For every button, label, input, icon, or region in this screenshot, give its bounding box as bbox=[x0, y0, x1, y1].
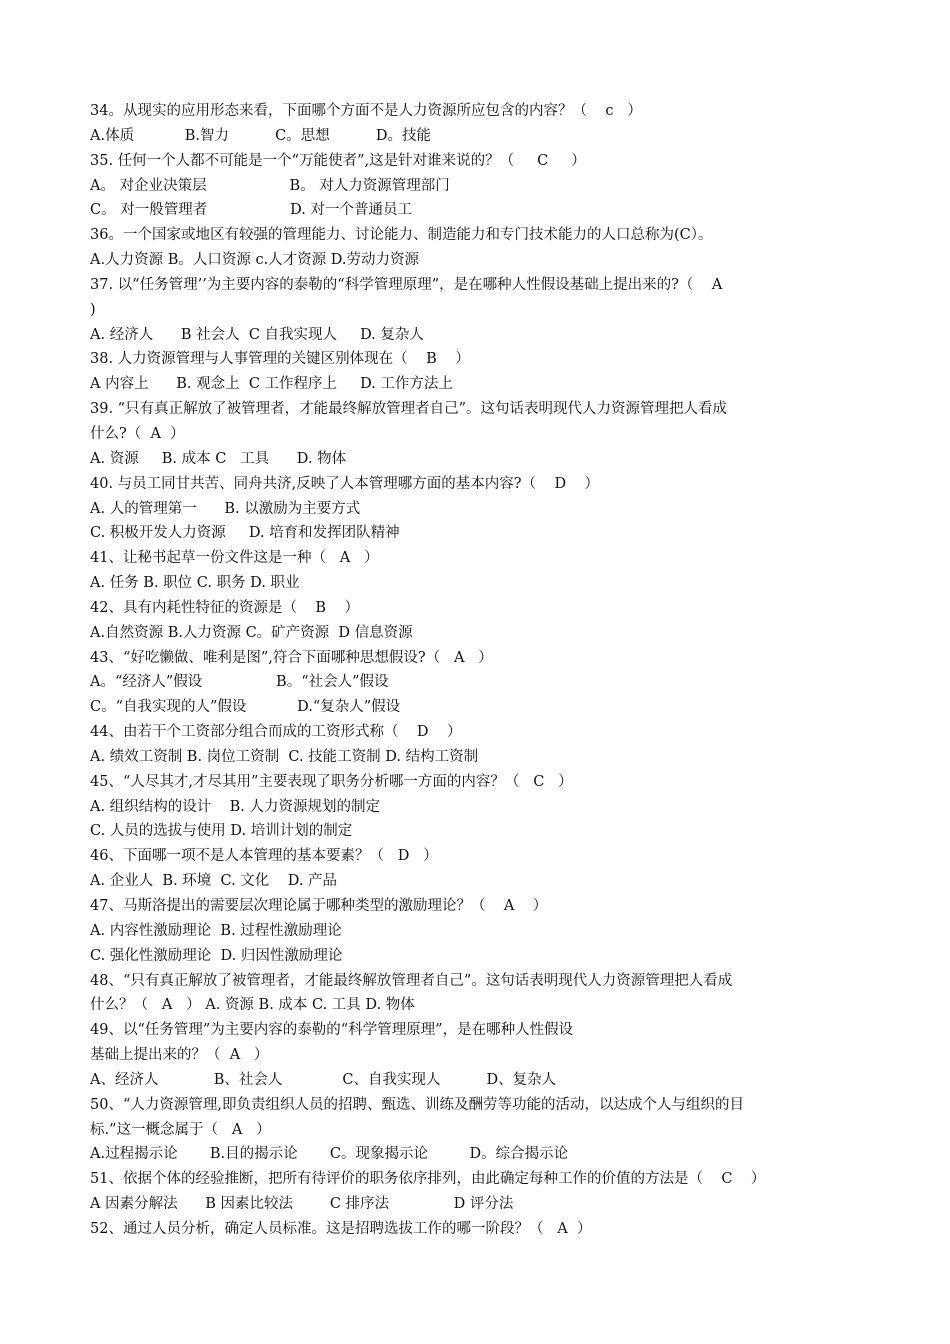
options-40-cd: C. 积极开发人力资源 D. 培育和发挥团队精神 bbox=[90, 525, 400, 542]
options-38: A 内容上 B. 观念上 C 工作程序上 D. 工作方法上 bbox=[90, 376, 453, 393]
question-49-cont: 基础上提出来的？（ A ） bbox=[90, 1047, 269, 1064]
question-39-cont: 什么?（ A ） bbox=[90, 425, 185, 442]
options-41: A. 任务 B. 职位 C. 职务 D. 职业 bbox=[90, 575, 300, 592]
options-45-cd: C. 人员的选拔与使用 D. 培训计划的制定 bbox=[90, 823, 353, 840]
question-43: 43、“好吃懒做、唯利是图”,符合下面哪种思想假设?（ A ） bbox=[90, 649, 493, 666]
question-47: 47、马斯洛提出的需要层次理论属于哪种类型的激励理论？（ A ） bbox=[90, 898, 548, 914]
options-35-cd: C。 对一般管理者 D. 对一个普通员工 bbox=[90, 202, 412, 219]
question-34: 34。从现实的应用形态来看，下面哪个方面不是人力资源所应包含的内容？（ c ） bbox=[90, 103, 642, 119]
options-39: A. 资源 B. 成本 C 工具 D. 物体 bbox=[90, 450, 347, 467]
question-35: 35. 任何一个人都不可能是一个“万能使者”,这是针对谁来说的？（ C ） bbox=[90, 152, 586, 169]
question-39: 39. “只有真正解放了被管理者，才能最终解放管理者自己”。这句话表明现代人力资源管理把人看成 bbox=[90, 401, 727, 418]
question-50: 50、“人力资源管理,即负责组织人员的招聘、甄选、训练及酬劳等功能的活动，以达成个人与组织的目 bbox=[90, 1096, 744, 1113]
question-37: 37. 以“任务管理’’为主要内容的泰勒的“科学管理原理”，是在哪种人性假设基础上提出来的?（ A bbox=[90, 276, 723, 293]
options-34: A.体质 B.智力 C。思想 D。技能 bbox=[90, 127, 431, 144]
options-51: A 因素分解法 B 因素比较法 C 排序法 D 评分法 bbox=[90, 1196, 514, 1213]
options-46: A. 企业人 B. 环境 C. 文化 D. 产品 bbox=[90, 873, 338, 890]
options-44: A. 绩效工资制 B. 岗位工资制 C. 技能工资制 D. 结构工资制 bbox=[90, 748, 479, 765]
question-42: 42、具有内耗性特征的资源是（ B ） bbox=[90, 599, 359, 616]
options-36: A.人力资源 B。人口资源 c.人才资源 D.劳动力资源 bbox=[90, 252, 420, 269]
options-49: A、经济人 B、社会人 C、自我实现人 D、复杂人 bbox=[90, 1071, 557, 1088]
question-44: 44、由若干个工资部分组合而成的工资形式称（ D ） bbox=[90, 724, 462, 741]
document-page bbox=[90, 99, 870, 1242]
question-37-cont: ) bbox=[90, 301, 96, 318]
options-45-ab: A. 组织结构的设计 B. 人力资源规划的制定 bbox=[90, 798, 380, 815]
question-46: 46、下面哪一项不是人本管理的基本要素？（ D ） bbox=[90, 848, 438, 865]
question-50-cont: 标.”这一概念属于（ A ） bbox=[90, 1121, 271, 1138]
options-47-cd: C. 强化性激励理论 D. 归因性激励理论 bbox=[90, 947, 343, 964]
question-40: 40. 与员工同甘共苦、同舟共济,反映了人本管理哪方面的基本内容?（ D ） bbox=[90, 475, 600, 492]
options-43-cd: C。“自我实现的人”假设 D.“复杂人”假设 bbox=[90, 699, 401, 716]
question-52: 52、通过人员分析，确定人员标准。这是招聘选拔工作的哪一阶段？（ A ） bbox=[90, 1220, 592, 1237]
question-41: 41、让秘书起草一份文件这是一种（ A ） bbox=[90, 550, 379, 567]
options-35-ab: A。 对企业决策层 B。 对人力资源管理部门 bbox=[90, 177, 450, 194]
options-50: A.过程揭示论 B.目的揭示论 C。现象揭示论 D。综合揭示论 bbox=[90, 1146, 569, 1163]
options-47-ab: A. 内容性激励理论 B. 过程性激励理论 bbox=[90, 922, 342, 939]
options-40-ab: A. 人的管理第一 B. 以激励为主要方式 bbox=[90, 500, 361, 517]
question-38: 38. 人力资源管理与人事管理的关键区别体现在（ B ） bbox=[90, 351, 470, 368]
question-36: 36。一个国家或地区有较强的管理能力、讨论能力、制造能力和专门技术能力的人口总称为(C）。 bbox=[90, 227, 713, 244]
options-42: A.自然资源 B.人力资源 C。矿产资源 D 信息资源 bbox=[90, 624, 413, 641]
question-48: 48、“只有真正解放了被管理者，才能最终解放管理者自己”。这句话表明现代人力资源管理把人看成 bbox=[90, 972, 733, 989]
question-48-cont: 什么？（ A ） A. 资源 B. 成本 C. 工具 D. 物体 bbox=[90, 997, 415, 1014]
options-37: A. 经济人 B 社会人 C 自我实现人 D. 复杂人 bbox=[90, 326, 424, 343]
options-43-ab: A。“经济人”假设 B。“社会人”假设 bbox=[90, 674, 389, 691]
question-51: 51、依据个体的经验推断，把所有待评价的职务依序排列，由此确定每种工作的价值的方法是（ C ） bbox=[90, 1171, 766, 1188]
question-49: 49、以“任务管理”为主要内容的泰勒的“科学管理原理”，是在哪种人性假设 bbox=[90, 1022, 574, 1039]
question-45: 45、“人尽其才,才尽其用”主要表现了职务分析哪一方面的内容？（ C ） bbox=[90, 773, 573, 790]
